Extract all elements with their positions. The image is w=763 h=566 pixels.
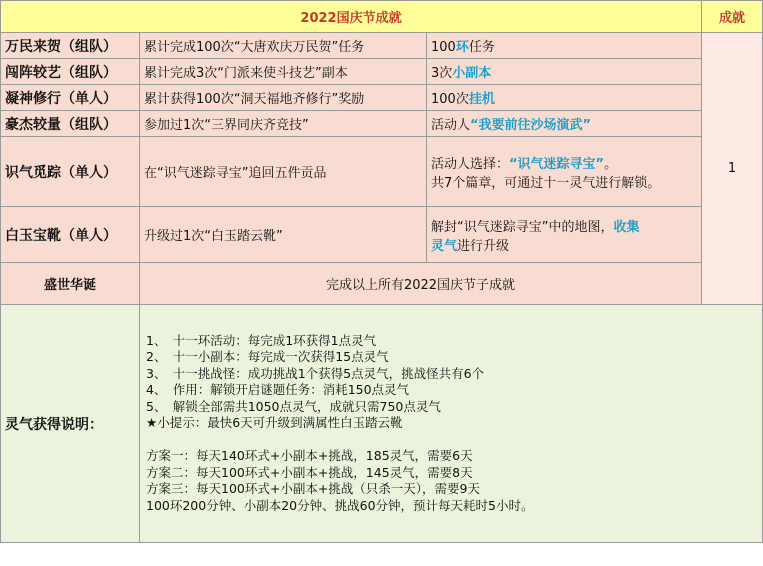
footer-plan: 100环200分钟、小副本20分钟、挑战60分钟，预计每天耗时5小时。 (146, 497, 534, 513)
info-highlight: 挂机 (468, 92, 495, 107)
info-text: 3次 (431, 66, 453, 81)
achievement-info (427, 33, 702, 59)
footer-plan: 方案一：每天140环式+小副本+挑战，185灵气，需要6天 (146, 448, 473, 464)
footer-plan: 方案二：每天100环式+小副本+挑战，145灵气，需要8天 (146, 464, 473, 480)
achievement-requirement: 累计完成3次“门派来使斗技艺”副本 (140, 59, 427, 85)
info-text: 100 (431, 40, 456, 55)
achievement-name: 白玉宝靴（单人） (1, 207, 140, 263)
achievement-column-header: 成就 (702, 1, 763, 33)
achievement-name: 凝神修行（单人） (1, 85, 140, 111)
info-text: 活动人 (431, 118, 471, 133)
achievement-name: 豪杰较量（组队） (1, 111, 140, 137)
achievement-requirement: 在“识气迷踪寻宝”追回五件贡品 (140, 137, 427, 207)
spacer (146, 432, 756, 449)
info-text: 进行升级 (457, 238, 510, 254)
summary-name: 盛世华诞 (1, 263, 140, 305)
info-highlight: 灵气 (431, 238, 458, 254)
achievement-name: 识气觅踪（单人） (1, 137, 140, 207)
footer-line: 3、 十一挑战怪：成功挑战1个获得5点灵气，挑战怪共有6个 (146, 365, 485, 381)
achievement-requirement: 参加过1次“三界同庆齐竞技” (140, 111, 427, 137)
info-highlight: 小副本 (452, 66, 492, 81)
footer-line: ★小提示：最快6天可升级到满属性白玉踏云靴 (146, 415, 403, 431)
footer-label: 灵气获得说明： (1, 305, 140, 543)
info-line (431, 216, 697, 235)
info-text: 。 (604, 156, 618, 172)
footer-line: 1、 十一环活动：每完成1环获得1点灵气 (146, 332, 377, 348)
table-row (1, 33, 763, 59)
header-row (1, 1, 763, 33)
table-row (1, 207, 763, 263)
achievement-requirement: 累计获得100次“洞天福地齐修行”奖励 (140, 85, 427, 111)
footer-line: 2、 十一小副本：每完成一次获得15点灵气 (146, 349, 389, 365)
achievement-requirement: 升级过1次“白玉踏云靴” (140, 207, 427, 263)
footer-line: 5、 解锁全部需共1050点灵气，成就只需750点灵气 (146, 398, 441, 414)
footer-line: 4、 作用：解锁开启谜题任务：消耗150点灵气 (146, 382, 410, 398)
info-line: 共7个篇章，可通过十一灵气进行解锁。 (431, 175, 661, 191)
achievement-info (427, 59, 702, 85)
info-text: 活动人选择： (431, 156, 510, 172)
achievement-name: 万民来贺（组队） (1, 33, 140, 59)
achievement-info (427, 85, 702, 111)
achievement-info (427, 111, 702, 137)
info-highlight: “我要前往沙场演武” (470, 118, 592, 133)
info-line (431, 235, 697, 254)
info-highlight: 环 (455, 40, 469, 55)
table-row (1, 111, 763, 137)
info-highlight: 收集 (613, 219, 640, 235)
footer-plan: 方案三：每天100环式+小副本+挑战（只杀一天），需要9天 (146, 481, 481, 497)
info-text: 任务 (468, 40, 495, 55)
table-title: 2022国庆节成就 (1, 1, 702, 33)
achievement-info (427, 207, 702, 263)
table-row (1, 59, 763, 85)
summary-text: 完成以上所有2022国庆节子成就 (140, 263, 702, 305)
achievement-requirement: 累计完成100次“大唐欢庆万民贺”任务 (140, 33, 427, 59)
summary-row (1, 263, 763, 305)
info-line (431, 153, 697, 172)
footer-row (1, 305, 763, 543)
table-row (1, 85, 763, 111)
info-text: 100次 (431, 92, 469, 107)
info-highlight: “识气迷踪寻宝” (509, 156, 605, 172)
achievement-name: 闯阵较艺（组队） (1, 59, 140, 85)
achievement-value: 1 (702, 33, 763, 305)
info-text: 解封“识气迷踪寻宝”中的地图， (431, 219, 614, 235)
footer-body (140, 305, 763, 543)
achievement-info (427, 137, 702, 207)
table-row (1, 137, 763, 207)
